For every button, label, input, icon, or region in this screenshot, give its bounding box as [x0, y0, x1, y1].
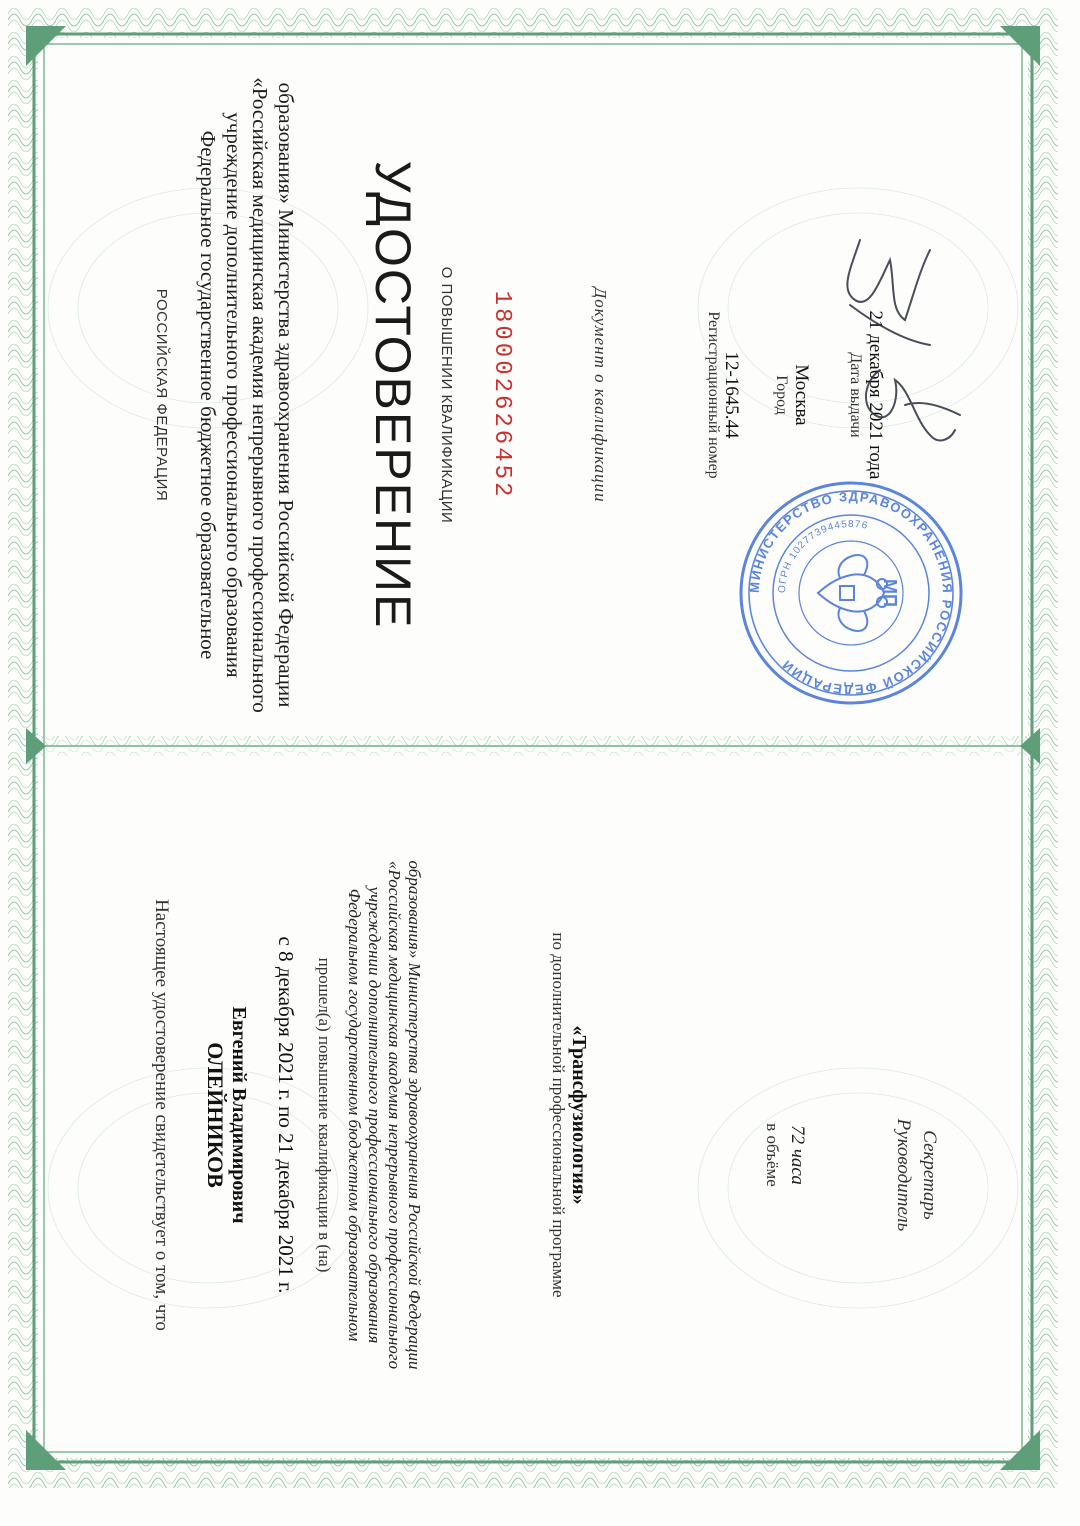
- city-label: Город: [773, 375, 790, 415]
- country-name: РОССИЙСКАЯ ФЕДЕРАЦИЯ: [153, 288, 170, 502]
- holder-given-names: Евгений Владимирович: [228, 1006, 250, 1224]
- org-line-2: учреждение дополнительного профессионального образования: [222, 112, 246, 678]
- org-line-1: Федеральное государственное бюджетное образовательное: [196, 130, 220, 660]
- signature-icon: [820, 230, 990, 460]
- seal-inner-text: ОГРН 1027739445876: [776, 518, 870, 594]
- city-value: Москва: [791, 364, 812, 426]
- issue-date-label: Дата выдачи: [847, 352, 864, 438]
- body-panel: [30, 755, 1040, 1475]
- official-seal-icon: [738, 480, 964, 706]
- head-role-label: Руководитель: [893, 1118, 914, 1232]
- org-line-4: образования» Министерства здравоохранения Российской Федерации: [274, 82, 298, 708]
- registration-value: 12-1645.44: [721, 351, 742, 439]
- seal-center-text: МП: [880, 579, 900, 607]
- issue-date-value: 21 декабря 2021 года: [865, 310, 886, 480]
- institution-line-3: «Российская медицинская академия непрерывного профессионального: [385, 860, 404, 1370]
- institution-line-1: Федеральном государственном бюджетном образовательном: [345, 888, 364, 1342]
- program-name: «Трансфузиология»: [568, 1025, 590, 1205]
- registration-label: Регистрационный номер: [705, 311, 722, 479]
- org-line-3: «Российская медицинская академия непрерывного профессионального: [248, 77, 272, 713]
- document-type: Документ о квалификации: [591, 287, 610, 503]
- institution-line-2: учреждении дополнительного профессионального образования: [365, 886, 384, 1344]
- hours-value: 72 часа: [787, 1125, 808, 1185]
- certifies-text: Настоящее удостоверение свидетельствует о том, что: [151, 899, 172, 1331]
- document-title: УДОСТОВЕРЕНИЕ: [365, 160, 421, 630]
- passed-text: прошел(а) повышение квалификации в (на): [315, 957, 334, 1273]
- serial-number: 180002626452: [488, 290, 515, 500]
- training-period: с 8 декабря 2021 г. по 21 декабря 2021 г.: [274, 936, 298, 1294]
- document-subtitle: О ПОВЫШЕНИИ КВАЛИФИКАЦИИ: [438, 266, 455, 524]
- seal-outer-text: МИНИСТЕРСТВО ЗДРАВООХРАНЕНИЯ РОССИЙСКОЙ ФЕДЕРАЦИИ: [746, 488, 956, 698]
- holder-surname: ОЛЕЙНИКОВ: [203, 1042, 228, 1188]
- secretary-role-label: Секретарь: [919, 1130, 940, 1220]
- program-label: по дополнительной профессиональной программе: [549, 932, 568, 1298]
- volume-label: в объёме: [763, 1123, 782, 1187]
- institution-line-4: образования» Министерства здравоохранения Российской Федерации: [405, 860, 424, 1370]
